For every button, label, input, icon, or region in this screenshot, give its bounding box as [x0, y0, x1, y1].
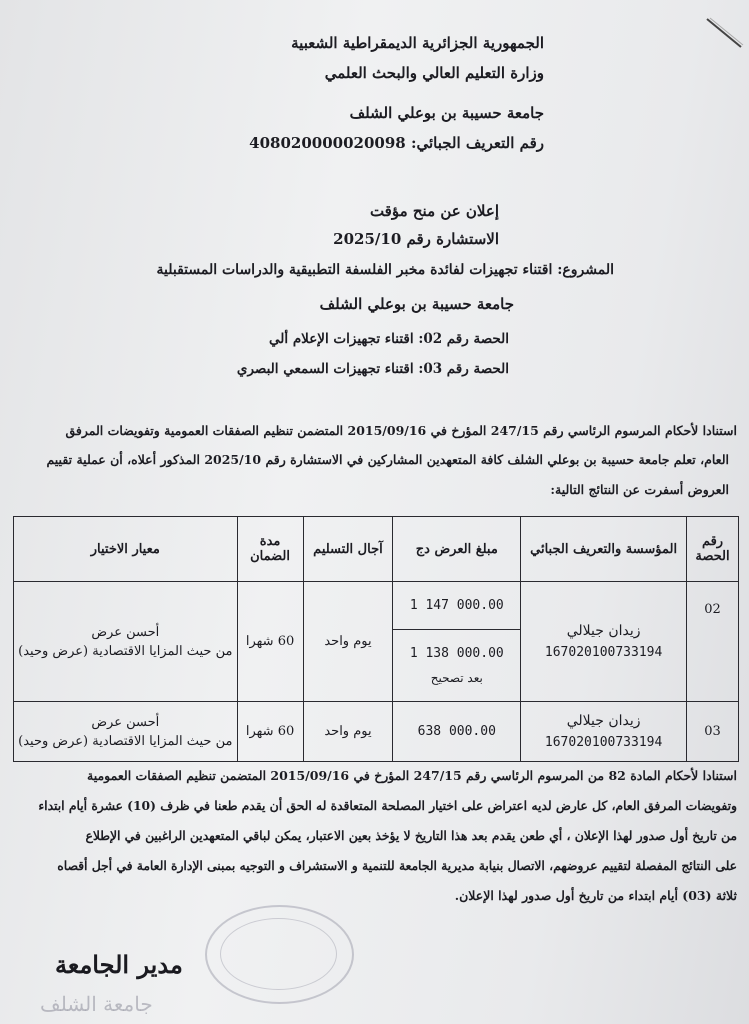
header-republic: الجمهورية الجزائرية الديمقراطية الشعبية	[291, 34, 544, 52]
row1-company-cell	[521, 582, 687, 702]
closing-line-1: استنادا لأحكام المادة 82 من المرسوم الرئاسي رقم 247/15 المؤرخ في 2015/09/16 المتضمن تنظيم الصفقات العمومية	[87, 768, 737, 783]
table-header-row	[14, 517, 739, 582]
header-warranty: مدة الضمان	[237, 517, 303, 582]
row1-amount-corrected: 1 138 000.00	[409, 646, 504, 661]
row2-criterion-1: أحسن عرض	[91, 714, 160, 730]
row1-amount-corrected-cell	[393, 630, 521, 702]
table-row	[14, 702, 739, 762]
header-company: المؤسسة والتعريف الجبائي	[521, 517, 687, 582]
pen-icon	[704, 16, 744, 50]
closing-line-4: على النتائج المفصلة لتقييم عروضهم، الاتصال بنيابة مديرية الجامعة للتنمية و الاستشراف و التوجيه بمبنى الإدارة العامة في أجل أقصاه	[57, 858, 737, 873]
row1-criterion-2: من حيث المزايا الاقتصادية (عرض وحيد)	[18, 643, 233, 659]
header-tax-id: رقم التعريف الجبائي: 408020000020098	[249, 134, 544, 152]
intro-line-1: استنادا لأحكام المرسوم الرئاسي رقم 247/15 المؤرخ في 2015/09/16 المتضمن تنظيم الصفقات العمومية وتفويضات المرفق	[65, 423, 737, 438]
header-amount: مبلغ العرض دج	[393, 517, 521, 582]
row1-amount: 1 147 000.00	[393, 582, 521, 630]
row1-delivery: يوم واحد	[303, 582, 393, 702]
row1-warranty: 60 شهرا	[237, 582, 303, 702]
signature-title: مدير الجامعة	[55, 950, 183, 979]
project-university: جامعة حسيبة بن بوعلي الشلف	[319, 295, 514, 313]
closing-line-5: ثلاثة (03) أيام ابتداء من تاريخ أول صدور لهذا الإعلان.	[454, 888, 737, 903]
row2-criterion-cell	[14, 702, 238, 762]
row1-corrected-note: بعد تصحيح	[430, 671, 483, 685]
row2-company-cell	[521, 702, 687, 762]
row2-lot: 03	[687, 702, 739, 762]
stamp-text: جامعة الشلف	[40, 992, 153, 1016]
row2-delivery: يوم واحد	[303, 702, 393, 762]
closing-line-3: من تاريخ أول صدور لهذا الإعلان ، أي طعن يقدم بعد هذا التاريخ لا يؤخذ بعين الاعتبار، يمكن لباقي المتعهدين الراغبين في الإطلاع	[85, 828, 737, 843]
header-delivery: آجال التسليم	[303, 517, 393, 582]
header-lot: رقم الحصة	[687, 517, 739, 582]
lot-2-description: الحصة رقم 02: اقتناء تجهيزات الإعلام ألي	[269, 331, 509, 347]
table-row	[14, 582, 739, 630]
results-table	[13, 516, 739, 762]
announcement-title: إعلان عن منح مؤقت	[369, 202, 499, 220]
header-university: جامعة حسيبة بن بوعلي الشلف	[349, 104, 544, 122]
row1-tax-id: 167020100733194	[544, 645, 663, 660]
row1-company-name: زيدان جيلالي	[566, 623, 641, 639]
row2-company-name: زيدان جيلالي	[566, 713, 641, 729]
row2-warranty: 60 شهرا	[237, 702, 303, 762]
closing-line-2: وتفويضات المرفق العام، كل عارض لديه اعتراض على اختيار المصلحة المتعاقدة له الحق أن يقدم طعنا في ظرف (10) عشرة أيام ابتداء	[38, 798, 737, 813]
intro-line-2: العام، تعلم جامعة حسيبة بن بوعلي الشلف كافة المتعهدين المشاركين في الاستشارة رقم 2025/10 المذكور أعلاه، أن عملية تقييم	[46, 452, 729, 467]
project-title: المشروع: اقتناء تجهيزات لفائدة مخبر الفلسفة التطبيقية والدراسات المستقبلية	[156, 262, 614, 278]
lot-3-description: الحصة رقم 03: اقتناء تجهيزات السمعي البصري	[236, 361, 509, 377]
row2-tax-id: 167020100733194	[544, 735, 663, 750]
header-criterion: معيار الاختيار	[14, 517, 238, 582]
header-ministry: وزارة التعليم العالي والبحث العلمي	[324, 64, 544, 82]
official-stamp-inner	[220, 918, 337, 990]
row2-criterion-2: من حيث المزايا الاقتصادية (عرض وحيد)	[18, 733, 233, 749]
row1-lot: 02	[687, 582, 739, 702]
consultation-number: الاستشارة رقم 2025/10	[333, 230, 499, 248]
row2-amount: 638 000.00	[393, 702, 521, 762]
intro-line-3: العروض أسفرت عن النتائج التالية:	[550, 482, 729, 497]
row1-criterion-1: أحسن عرض	[91, 624, 160, 640]
row1-criterion-cell	[14, 582, 238, 702]
